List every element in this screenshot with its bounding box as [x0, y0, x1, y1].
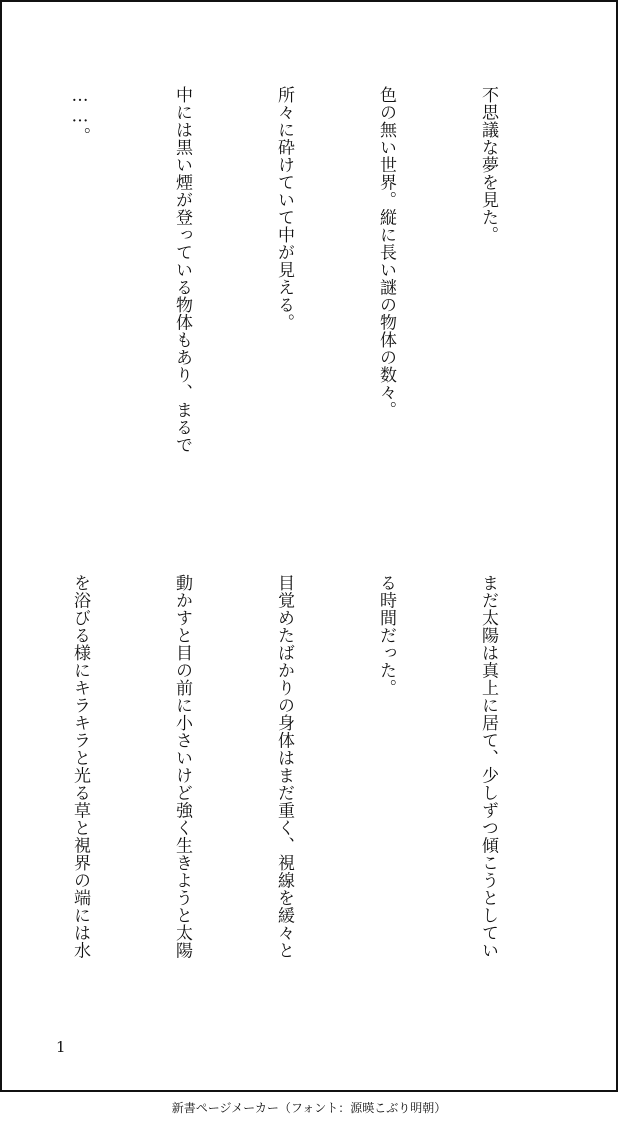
text-line: 動かすと目の前に小さいけど強く生きようと太陽 — [172, 574, 192, 959]
text-line: を浴びる様にキラキラと光る草と視界の端には水 — [70, 574, 90, 959]
text-line: 中には黒い煙が登っている物体もあり、まるで — [172, 86, 192, 454]
bottom-text-block — [53, 574, 573, 1014]
page-number: 1 — [56, 1038, 66, 1056]
text-line: まだ太陽は真上に居て、少しずつ傾こうとしてい — [478, 574, 498, 959]
footer-credit: 新書ページメーカー（フォント：源暎こぶり明朝） — [171, 1101, 447, 1115]
top-text-block — [70, 86, 573, 526]
text-line: 不思議な夢を見た。 — [478, 86, 498, 244]
text-line: ……。 — [70, 86, 90, 145]
text-line: 色の無い世界。縦に長い謎の物体の数々。 — [376, 86, 396, 419]
text-line: 目覚めたばかりの身体はまだ重く、視線を緩々と — [274, 574, 294, 959]
text-line: る時間だった。 — [376, 574, 396, 697]
text-line: 所々に砕けていて中が見える。 — [274, 86, 294, 331]
